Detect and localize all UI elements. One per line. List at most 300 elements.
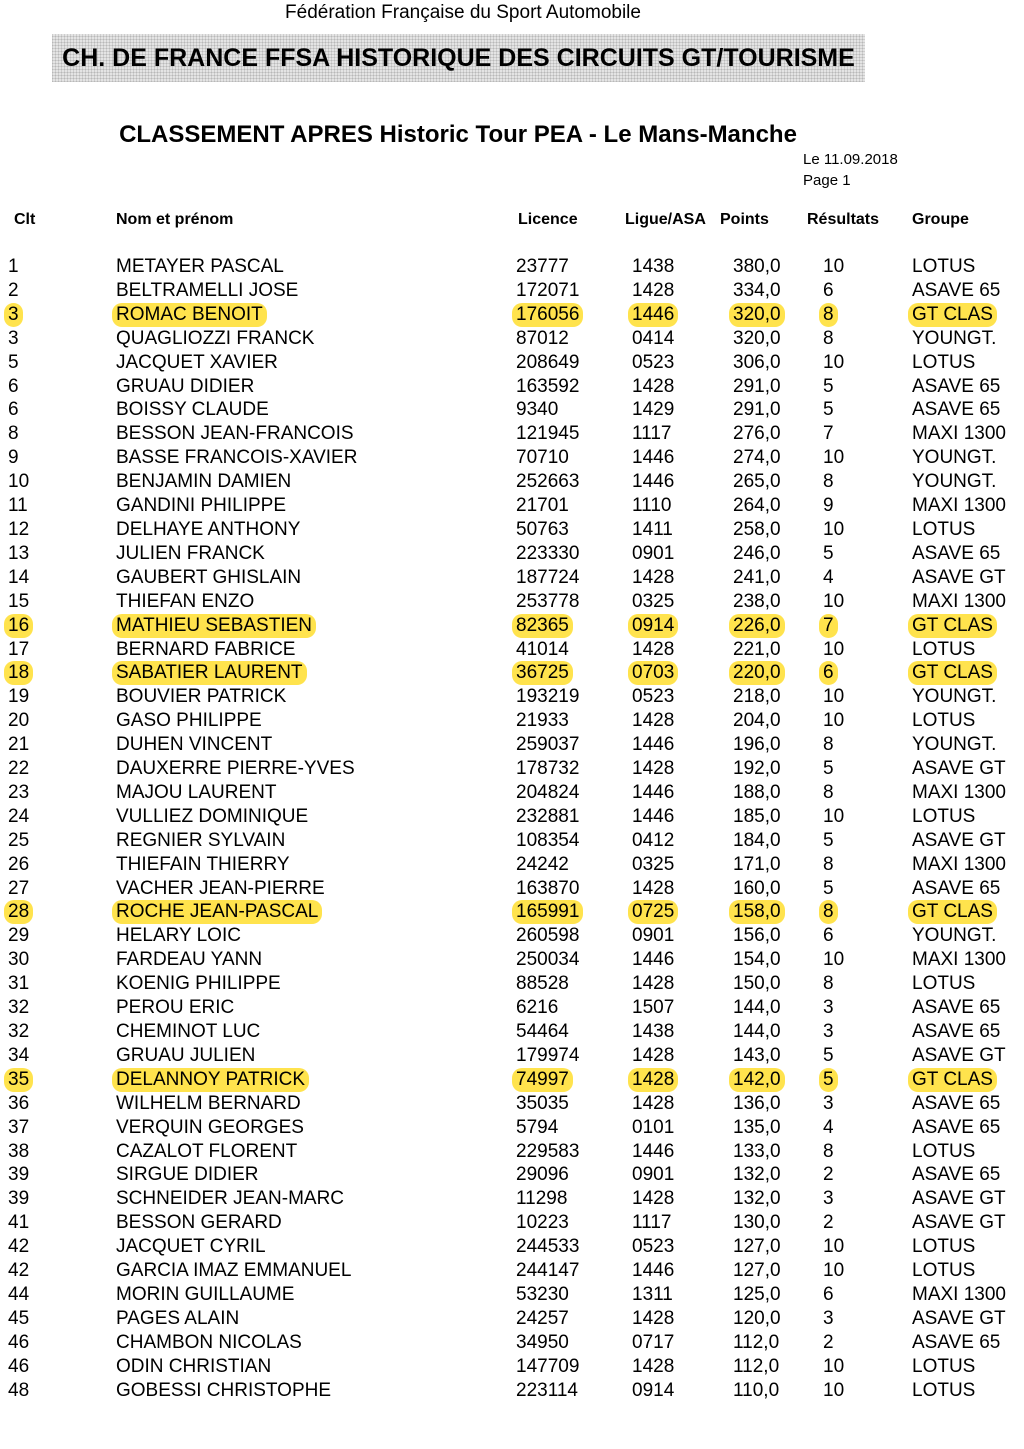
cell-nom: ROCHE JEAN-PASCAL (112, 900, 322, 924)
cell-clt: 21 (8, 734, 30, 756)
cell-licence: 82365 (512, 614, 573, 638)
table-row (0, 924, 1024, 948)
cell-licence: 23777 (516, 256, 569, 277)
cell-licence: 163592 (516, 375, 580, 397)
page-number: Page 1 (803, 172, 851, 189)
cell-points: 143,0 (733, 1044, 781, 1066)
cell-points: 154,0 (733, 949, 781, 971)
table-row (0, 709, 1024, 733)
federation-name: Fédération Française du Sport Automobile (285, 2, 641, 23)
cell-licence: 108354 (516, 829, 580, 851)
cell-resultats: 10 (823, 805, 845, 827)
cell-points: 221,0 (733, 638, 781, 660)
table-row (0, 877, 1024, 901)
cell-licence: 9340 (516, 399, 559, 421)
table-row (0, 1116, 1024, 1140)
table-row (0, 303, 1024, 327)
cell-licence: 29096 (516, 1164, 569, 1186)
cell-groupe: ASAVE 65 (912, 399, 1001, 421)
cell-groupe: LOTUS (912, 351, 976, 373)
cell-resultats: 10 (823, 518, 845, 540)
cell-licence: 165991 (512, 900, 583, 924)
cell-groupe: LOTUS (912, 710, 976, 732)
cell-ligue: 1428 (632, 710, 675, 732)
table-row (0, 781, 1024, 805)
cell-resultats: 5 (823, 758, 834, 780)
table-row (0, 1020, 1024, 1044)
cell-resultats: 5 (823, 399, 834, 421)
table-row (0, 1092, 1024, 1116)
cell-licence: 229583 (516, 1140, 580, 1162)
cell-points: 125,0 (733, 1283, 781, 1305)
cell-clt: 34 (8, 1044, 30, 1066)
cell-points: 112,0 (733, 1355, 780, 1377)
cell-ligue: 1446 (632, 1140, 675, 1162)
cell-nom: PAGES ALAIN (116, 1307, 240, 1329)
cell-resultats: 2 (823, 1212, 834, 1234)
cell-groupe: MAXI 1300 (912, 1283, 1006, 1305)
cell-licence: 88528 (516, 973, 569, 995)
cell-nom: SABATIER LAURENT (112, 661, 307, 685)
cell-resultats: 10 (823, 1260, 845, 1282)
cell-ligue: 1411 (632, 518, 673, 540)
cell-ligue: 1446 (628, 303, 678, 327)
cell-groupe: MAXI 1300 (912, 495, 1006, 517)
cell-resultats: 6 (819, 661, 838, 685)
cell-nom: ODIN CHRISTIAN (116, 1355, 272, 1377)
cell-groupe: ASAVE GT (912, 1307, 1006, 1329)
cell-resultats: 8 (823, 734, 834, 756)
cell-nom: CHAMBON NICOLAS (116, 1331, 302, 1353)
cell-clt: 15 (8, 590, 30, 612)
cell-resultats: 3 (823, 1307, 834, 1329)
cell-licence: 259037 (516, 734, 580, 756)
cell-clt: 1 (8, 256, 19, 277)
table-row (0, 1211, 1024, 1235)
cell-points: 150,0 (733, 973, 781, 995)
cell-resultats: 10 (823, 1355, 845, 1377)
cell-points: 133,0 (733, 1140, 781, 1162)
cell-clt: 3 (8, 327, 19, 349)
cell-nom: BELTRAMELLI JOSE (116, 279, 299, 301)
cell-nom: THIEFAN ENZO (116, 590, 255, 612)
cell-nom: THIEFAIN THIERRY (116, 853, 290, 875)
cell-ligue: 1428 (632, 1092, 675, 1114)
cell-clt: 46 (8, 1331, 30, 1353)
cell-nom: DELANNOY PATRICK (112, 1068, 309, 1092)
cell-licence: 172071 (516, 279, 580, 301)
cell-ligue: 0914 (628, 614, 678, 638)
cell-nom: BESSON JEAN-FRANCOIS (116, 423, 354, 445)
cell-points: 135,0 (733, 1116, 781, 1138)
cell-resultats: 8 (819, 303, 838, 327)
cell-ligue: 1428 (632, 638, 675, 660)
cell-resultats: 8 (823, 1140, 834, 1162)
cell-groupe: LOTUS (912, 973, 976, 995)
cell-clt: 23 (8, 781, 30, 803)
cell-resultats: 5 (823, 829, 834, 851)
cell-licence: 176056 (512, 303, 583, 327)
cell-groupe: ASAVE GT (912, 758, 1006, 780)
classement-title: CLASSEMENT APRES Historic Tour PEA - Le Mans-Manche (119, 121, 797, 148)
cell-groupe: MAXI 1300 (912, 423, 1006, 445)
cell-clt: 12 (8, 518, 30, 540)
cell-points: 291,0 (733, 375, 781, 397)
table-row (0, 1283, 1024, 1307)
table-row (0, 327, 1024, 351)
cell-groupe: MAXI 1300 (912, 949, 1006, 971)
table-row (0, 1163, 1024, 1187)
cell-nom: GRUAU JULIEN (116, 1044, 256, 1066)
cell-nom: JACQUET XAVIER (116, 351, 278, 373)
cell-licence: 223330 (516, 542, 580, 564)
cell-nom: VACHER JEAN-PIERRE (116, 877, 325, 899)
cell-ligue: 1428 (632, 973, 675, 995)
cell-points: 112,0 (733, 1331, 780, 1353)
cell-licence: 87012 (516, 327, 569, 349)
cell-clt: 35 (4, 1068, 33, 1092)
cell-licence: 232881 (516, 805, 580, 827)
cell-ligue: 1438 (632, 1021, 675, 1042)
table-row (0, 900, 1024, 924)
cell-licence: 70710 (516, 447, 569, 469)
cell-points: 320,0 (729, 303, 785, 327)
cell-nom: CAZALOT FLORENT (116, 1140, 298, 1162)
cell-ligue: 0325 (632, 853, 675, 875)
cell-points: 258,0 (733, 518, 781, 540)
cell-ligue: 0523 (632, 686, 675, 708)
cell-licence: 50763 (516, 518, 569, 540)
cell-clt: 46 (8, 1355, 30, 1377)
cell-ligue: 1507 (632, 997, 675, 1019)
cell-points: 274,0 (733, 447, 781, 469)
cell-clt: 29 (8, 925, 30, 947)
table-row (0, 1044, 1024, 1068)
cell-clt: 16 (4, 614, 33, 638)
table-row (0, 351, 1024, 375)
cell-nom: DELHAYE ANTHONY (116, 518, 301, 540)
cell-clt: 26 (8, 853, 30, 875)
column-header-resultats: Résultats (807, 211, 880, 228)
table-row (0, 853, 1024, 877)
cell-ligue: 1311 (632, 1283, 673, 1305)
cell-licence: 35035 (516, 1092, 569, 1114)
cell-resultats: 10 (823, 1379, 845, 1401)
cell-licence: 163870 (516, 877, 580, 899)
cell-groupe: YOUNGT. (912, 327, 997, 349)
cell-ligue: 0703 (628, 661, 678, 685)
cell-groupe: ASAVE 65 (912, 1116, 1001, 1138)
table-row (0, 398, 1024, 422)
cell-groupe: ASAVE 65 (912, 1164, 1001, 1186)
cell-licence: 11298 (516, 1188, 568, 1210)
cell-groupe: LOTUS (912, 1140, 976, 1162)
cell-licence: 34950 (516, 1331, 569, 1353)
table-row (0, 996, 1024, 1020)
cell-resultats: 7 (819, 614, 838, 638)
table-row (0, 829, 1024, 853)
cell-nom: SIRGUE DIDIER (116, 1164, 259, 1186)
cell-ligue: 0725 (628, 900, 678, 924)
cell-licence: 244533 (516, 1236, 580, 1258)
cell-ligue: 1446 (632, 1260, 675, 1282)
cell-licence: 244147 (516, 1260, 580, 1282)
table-row (0, 685, 1024, 709)
cell-nom: ROMAC BENOIT (112, 303, 267, 327)
cell-nom: JULIEN FRANCK (116, 542, 265, 564)
cell-clt: 41 (8, 1212, 30, 1234)
cell-resultats: 5 (823, 1044, 834, 1066)
column-header-clt: Clt (14, 211, 36, 228)
cell-ligue: 1110 (632, 495, 672, 517)
cell-clt: 6 (8, 399, 19, 421)
cell-points: 380,0 (733, 256, 781, 277)
cell-groupe: LOTUS (912, 518, 976, 540)
cell-licence: 260598 (516, 925, 580, 947)
cell-points: 156,0 (733, 925, 781, 947)
cell-resultats: 4 (823, 1116, 834, 1138)
cell-resultats: 10 (823, 590, 845, 612)
cell-clt: 42 (8, 1260, 30, 1282)
cell-nom: QUAGLIOZZI FRANCK (116, 327, 315, 349)
cell-licence: 36725 (512, 661, 573, 685)
table-row (0, 255, 1024, 279)
cell-clt: 27 (8, 877, 30, 899)
cell-clt: 36 (8, 1092, 30, 1114)
cell-clt: 24 (8, 805, 30, 827)
cell-ligue: 0717 (632, 1331, 675, 1353)
cell-points: 265,0 (733, 471, 781, 493)
cell-groupe: LOTUS (912, 1260, 976, 1282)
table-row (0, 542, 1024, 566)
cell-ligue: 1446 (632, 447, 675, 469)
cell-ligue: 1117 (632, 1212, 672, 1234)
cell-groupe: YOUNGT. (912, 925, 997, 947)
cell-groupe: ASAVE 65 (912, 1331, 1001, 1353)
cell-points: 132,0 (733, 1188, 781, 1210)
cell-groupe: GT CLAS (908, 900, 997, 924)
cell-ligue: 0901 (632, 1164, 675, 1186)
table-row (0, 733, 1024, 757)
cell-points: 127,0 (733, 1260, 781, 1282)
cell-resultats: 10 (823, 351, 845, 373)
cell-clt: 6 (8, 375, 19, 397)
cell-clt: 39 (8, 1164, 30, 1186)
cell-groupe: YOUNGT. (912, 686, 997, 708)
table-row (0, 470, 1024, 494)
cell-groupe: ASAVE 65 (912, 279, 1001, 301)
cell-points: 171,0 (733, 853, 781, 875)
cell-resultats: 3 (823, 997, 834, 1019)
cell-resultats: 10 (823, 1236, 845, 1258)
cell-ligue: 1446 (632, 781, 675, 803)
cell-points: 320,0 (733, 327, 781, 349)
cell-clt: 30 (8, 949, 30, 971)
cell-points: 204,0 (733, 710, 781, 732)
cell-ligue: 1428 (632, 1307, 675, 1329)
cell-points: 144,0 (733, 1021, 781, 1042)
cell-nom: WILHELM BERNARD (116, 1092, 301, 1114)
cell-ligue: 1446 (632, 471, 675, 493)
cell-points: 132,0 (733, 1164, 781, 1186)
cell-resultats: 5 (823, 375, 834, 397)
championship-banner (52, 34, 865, 82)
cell-ligue: 0901 (632, 925, 675, 947)
cell-groupe: ASAVE 65 (912, 542, 1001, 564)
table-row (0, 805, 1024, 829)
table-row (0, 1140, 1024, 1164)
cell-nom: BENJAMIN DAMIEN (116, 471, 292, 493)
table-row (0, 375, 1024, 399)
cell-clt: 38 (8, 1140, 30, 1162)
cell-points: 264,0 (733, 495, 781, 517)
cell-licence: 53230 (516, 1283, 569, 1305)
table-row (0, 614, 1024, 638)
table-row (0, 661, 1024, 685)
cell-resultats: 8 (823, 781, 834, 803)
cell-licence: 5794 (516, 1116, 559, 1138)
cell-licence: 121945 (516, 423, 580, 445)
table-row (0, 518, 1024, 542)
cell-nom: FARDEAU YANN (116, 949, 263, 971)
table-row (0, 279, 1024, 303)
table-row (0, 446, 1024, 470)
cell-points: 188,0 (733, 781, 781, 803)
cell-points: 241,0 (733, 566, 781, 588)
cell-ligue: 1429 (632, 399, 675, 421)
cell-nom: JACQUET CYRIL (116, 1236, 266, 1258)
table-row (0, 1068, 1024, 1092)
cell-nom: GRUAU DIDIER (116, 375, 255, 397)
cell-nom: GASO PHILIPPE (116, 710, 262, 732)
document-date: Le 11.09.2018 (803, 151, 898, 168)
cell-groupe: GT CLAS (908, 614, 997, 638)
cell-groupe: ASAVE 65 (912, 1021, 1001, 1042)
table-row (0, 1355, 1024, 1379)
cell-ligue: 0412 (632, 829, 675, 851)
cell-nom: BOUVIER PATRICK (116, 686, 287, 708)
cell-points: 192,0 (733, 758, 781, 780)
cell-licence: 24242 (516, 853, 569, 875)
table-row (0, 757, 1024, 781)
cell-resultats: 2 (823, 1164, 834, 1186)
cell-points: 136,0 (733, 1092, 781, 1114)
cell-groupe: ASAVE GT (912, 1212, 1006, 1234)
cell-groupe: ASAVE 65 (912, 375, 1001, 397)
table-row (0, 1307, 1024, 1331)
table-row (0, 638, 1024, 662)
cell-licence: 6216 (516, 997, 559, 1019)
cell-points: 184,0 (733, 829, 781, 851)
cell-ligue: 0101 (632, 1116, 675, 1138)
cell-points: 130,0 (733, 1212, 781, 1234)
cell-licence: 54464 (516, 1021, 569, 1042)
cell-clt: 20 (8, 710, 30, 732)
cell-ligue: 1428 (632, 877, 675, 899)
cell-groupe: ASAVE GT (912, 566, 1006, 588)
column-header-points: Points (720, 211, 769, 228)
cell-licence: 147709 (516, 1355, 580, 1377)
cell-ligue: 0914 (632, 1379, 675, 1401)
cell-points: 196,0 (733, 734, 781, 756)
cell-groupe: LOTUS (912, 256, 976, 277)
cell-groupe: GT CLAS (908, 303, 997, 327)
cell-ligue: 1446 (632, 734, 675, 756)
cell-ligue: 0901 (632, 542, 675, 564)
cell-nom: GARCIA IMAZ EMMANUEL (116, 1260, 352, 1282)
cell-clt: 45 (8, 1307, 30, 1329)
cell-clt: 9 (8, 447, 19, 469)
cell-licence: 187724 (516, 566, 580, 588)
cell-clt: 44 (8, 1283, 30, 1305)
cell-nom: BESSON GERARD (116, 1212, 282, 1234)
cell-clt: 31 (8, 973, 30, 995)
cell-licence: 21701 (516, 495, 569, 517)
cell-licence: 193219 (516, 686, 580, 708)
cell-nom: HELARY LOIC (116, 925, 241, 947)
standings-table (0, 255, 1024, 1403)
cell-clt: 25 (8, 829, 30, 851)
cell-nom: REGNIER SYLVAIN (116, 829, 286, 851)
cell-clt: 2 (8, 279, 19, 301)
cell-nom: GOBESSI CHRISTOPHE (116, 1379, 332, 1401)
cell-nom: PEROU ERIC (116, 997, 235, 1019)
cell-nom: BERNARD FABRICE (116, 638, 296, 660)
cell-points: 144,0 (733, 997, 781, 1019)
cell-ligue: 1446 (632, 949, 675, 971)
cell-points: 160,0 (733, 877, 781, 899)
cell-nom: VULLIEZ DOMINIQUE (116, 805, 309, 827)
cell-points: 120,0 (733, 1307, 781, 1329)
cell-ligue: 1438 (632, 256, 675, 277)
cell-points: 185,0 (733, 805, 781, 827)
cell-resultats: 3 (823, 1021, 834, 1042)
cell-points: 226,0 (729, 614, 785, 638)
cell-licence: 204824 (516, 781, 580, 803)
cell-points: 238,0 (733, 590, 781, 612)
cell-resultats: 10 (823, 256, 845, 277)
cell-resultats: 8 (823, 853, 834, 875)
cell-groupe: LOTUS (912, 638, 976, 660)
cell-groupe: LOTUS (912, 805, 976, 827)
cell-licence: 208649 (516, 351, 580, 373)
cell-nom: MORIN GUILLAUME (116, 1283, 295, 1305)
cell-points: 110,0 (733, 1379, 780, 1401)
cell-licence: 74997 (512, 1068, 573, 1092)
cell-nom: SCHNEIDER JEAN-MARC (116, 1188, 345, 1210)
table-row (0, 494, 1024, 518)
cell-nom: MAJOU LAURENT (116, 781, 277, 803)
cell-points: 158,0 (729, 900, 785, 924)
cell-ligue: 1428 (632, 1355, 675, 1377)
cell-resultats: 2 (823, 1331, 834, 1353)
cell-resultats: 7 (823, 423, 834, 445)
cell-clt: 18 (4, 661, 33, 685)
table-header (0, 211, 1024, 231)
cell-clt: 19 (8, 686, 30, 708)
cell-points: 291,0 (733, 399, 781, 421)
cell-groupe: ASAVE 65 (912, 1092, 1001, 1114)
cell-points: 142,0 (729, 1068, 785, 1092)
cell-nom: GAUBERT GHISLAIN (116, 566, 302, 588)
cell-licence: 252663 (516, 471, 580, 493)
cell-points: 306,0 (733, 351, 781, 373)
cell-resultats: 10 (823, 638, 845, 660)
cell-clt: 48 (8, 1379, 30, 1401)
cell-groupe: ASAVE 65 (912, 877, 1001, 899)
cell-groupe: YOUNGT. (912, 734, 997, 756)
cell-ligue: 0414 (632, 327, 675, 349)
